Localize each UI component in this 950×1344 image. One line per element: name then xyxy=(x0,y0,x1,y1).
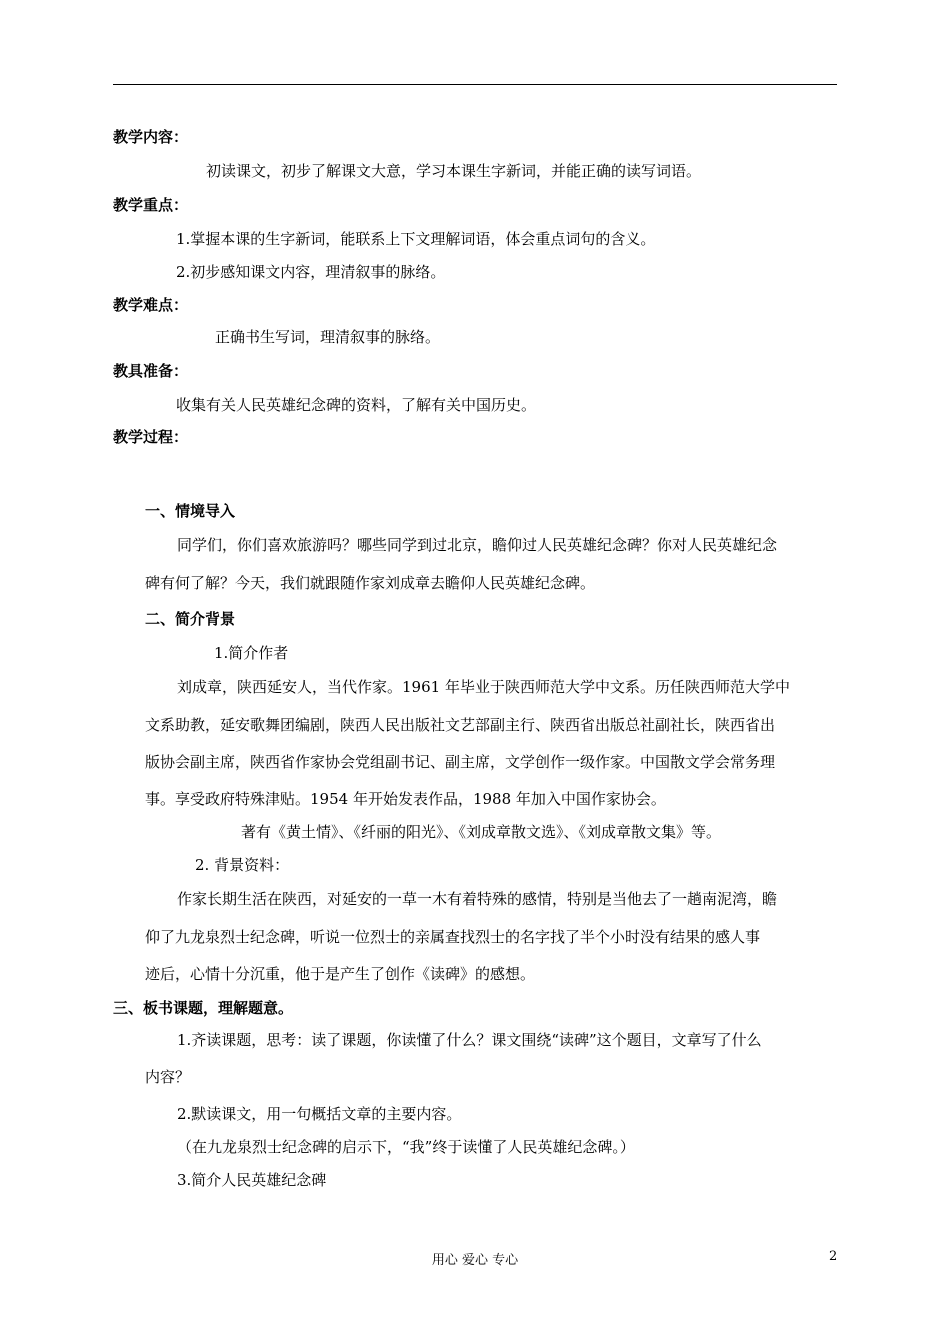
footer-motto: 用心 爱心 专心 xyxy=(431,1253,519,1268)
author-bio-line-2: 文系助教，延安歌舞团编剧，陕西人民出版社文艺部副主行、陕西省出版总社副社长，陕西省出 xyxy=(145,716,776,734)
author-bio-line-3: 版协会副主席，陕西省作家协会党组副书记、副主席，文学创作一级作家。中国散文学会常务理 xyxy=(145,753,776,771)
step-2-sub-1: 1.简介作者 xyxy=(214,644,289,662)
section-title-difficulty: 教学难点： xyxy=(113,296,189,314)
step-3-title: 三、板书课题，理解题意。 xyxy=(113,999,294,1017)
background-line-2: 仰了九龙泉烈士纪念碑，听说一位烈士的亲属查找烈士的名字找了半个小时没有结果的感人事 xyxy=(145,928,761,946)
content-text: 初读课文，初步了解课文大意，学习本课生字新词，并能正确的读写词语。 xyxy=(206,162,702,180)
step-3-item-3: 3.简介人民英雄纪念碑 xyxy=(177,1171,327,1189)
section-title-tools: 教具准备： xyxy=(113,362,189,380)
step-1-line-2: 碑有何了解？今天，我们就跟随作家刘成章去瞻仰人民英雄纪念碑。 xyxy=(145,574,596,592)
step-2-title: 二、简介背景 xyxy=(145,610,236,628)
background-line-1: 作家长期生活在陕西，对延安的一草一木有着特殊的感情，特别是当他去了一趟南泥湾，瞻 xyxy=(177,890,778,908)
step-3-item-2: 2.默读课文，用一句概括文章的主要内容。 xyxy=(177,1105,462,1123)
background-line-3: 迹后，心情十分沉重，他于是产生了创作《读碑》的感想。 xyxy=(145,965,536,983)
step-1-line-1: 同学们，你们喜欢旅游吗？哪些同学到过北京，瞻仰过人民英雄纪念碑？你对人民英雄纪念 xyxy=(177,536,778,554)
author-bio-line-1: 刘成章，陕西延安人，当代作家。1961 年毕业于陕西师范大学中文系。历任陕西师范大学中 xyxy=(177,678,790,696)
step-1-title: 一、情境导入 xyxy=(145,502,236,520)
key-point-1: 1.掌握本课的生字新词，能联系上下文理解词语，体会重点词句的含义。 xyxy=(176,230,656,248)
step-3-item-1-line-1: 1.齐读课题，思考：读了课题，你读懂了什么？课文围绕“读碑”这个题目，文章写了什么 xyxy=(177,1031,762,1049)
author-works: 著有《黄土情》、《纤丽的阳光》、《刘成章散文选》、《刘成章散文集》等。 xyxy=(241,823,722,841)
page-number: 2 xyxy=(829,1249,838,1264)
section-title-process: 教学过程： xyxy=(113,428,189,446)
difficulty-text: 正确书生写词，理清叙事的脉络。 xyxy=(215,328,441,346)
section-title-key: 教学重点： xyxy=(113,196,189,214)
key-point-2: 2.初步感知课文内容，理清叙事的脉络。 xyxy=(176,263,446,281)
author-bio-line-4: 事。享受政府特殊津贴。1954 年开始发表作品，1988 年加入中国作家协会。 xyxy=(145,790,666,808)
step-3-item-2-note: （在九龙泉烈士纪念碑的启示下，“我”终于读懂了人民英雄纪念碑。） xyxy=(177,1138,635,1156)
section-title-content: 教学内容： xyxy=(113,128,189,146)
step-2-sub-2: 2. 背景资料： xyxy=(195,856,290,874)
tools-text: 收集有关人民英雄纪念碑的资料，了解有关中国历史。 xyxy=(176,396,537,414)
step-3-item-1-line-2: 内容？ xyxy=(145,1068,191,1086)
header-rule xyxy=(113,84,837,85)
